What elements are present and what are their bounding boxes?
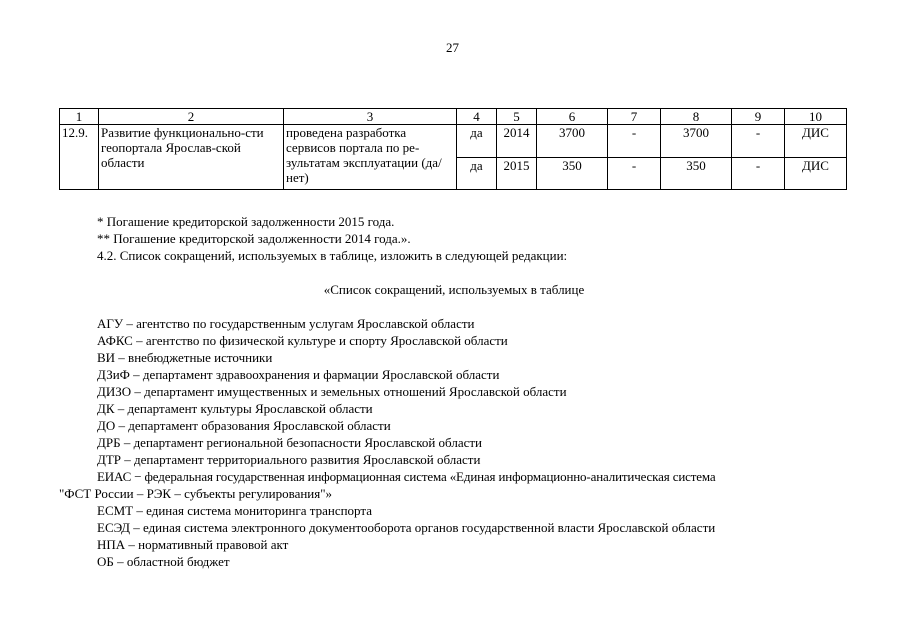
footnote: * Погашение кредиторской задолженности 2015 года. <box>97 214 395 229</box>
program-table <box>59 108 847 190</box>
header-cell: 2 <box>99 109 284 125</box>
header-cell: 10 <box>785 109 847 125</box>
table-cell: 3700 <box>537 125 608 158</box>
table-cell: - <box>732 125 785 158</box>
table-cell: - <box>608 157 661 190</box>
abbreviation-item: ЕИАС − федеральная государственная информационная система «Единая информационно-аналитическая система <box>97 469 716 484</box>
row-indicator: проведена разработка сервисов портала по ре-зультатам эксплуатации (да/нет) <box>284 125 457 190</box>
row-number: 12.9. <box>60 125 99 190</box>
abbreviation-item: ЕСМТ – единая система мониторинга транспорта <box>97 503 372 518</box>
header-cell: 5 <box>497 109 537 125</box>
table-cell: 350 <box>537 157 608 190</box>
table-cell: 2015 <box>497 157 537 190</box>
header-cell: 7 <box>608 109 661 125</box>
table-cell: 3700 <box>661 125 732 158</box>
table-cell: да <box>457 125 497 158</box>
header-cell: 3 <box>284 109 457 125</box>
abbreviation-continuation: "ФСТ России – РЭК – субъекты регулирования"» <box>59 486 333 501</box>
abbreviation-item: ОБ – областной бюджет <box>97 554 230 569</box>
document-body <box>59 213 849 570</box>
table-cell: - <box>608 125 661 158</box>
table-cell: 350 <box>661 157 732 190</box>
header-cell: 6 <box>537 109 608 125</box>
abbreviation-item: ДТР – департамент территориального развития Ярославской области <box>97 452 481 467</box>
header-cell: 9 <box>732 109 785 125</box>
table-cell: ДИС <box>785 125 847 158</box>
abbreviation-item: ДИЗО – департамент имущественных и земельных отношений Ярославской области <box>97 384 567 399</box>
abbreviation-item: НПА – нормативный правовой акт <box>97 537 289 552</box>
list-title: «Список сокращений, используемых в таблице <box>323 282 585 297</box>
amendment-paragraph: 4.2. Список сокращений, используемых в таблице, изложить в следующей редакции: <box>97 248 568 263</box>
row-name: Развитие функционально-сти геопортала Ярослав-ской области <box>99 125 284 190</box>
abbreviation-item: АФКС – агентство по физической культуре и спорту Ярославской области <box>97 333 508 348</box>
table-row <box>60 125 847 158</box>
abbreviation-item: ДК – департамент культуры Ярославской области <box>97 401 373 416</box>
footnote: ** Погашение кредиторской задолженности 2014 года.». <box>97 231 411 246</box>
abbreviation-item: ЕСЭД – единая система электронного документооборота органов государственной власти Ярославской области <box>97 520 716 535</box>
table-cell: ДИС <box>785 157 847 190</box>
header-cell: 1 <box>60 109 99 125</box>
page-number: 27 <box>446 40 459 55</box>
table-cell: - <box>732 157 785 190</box>
table-cell: 2014 <box>497 125 537 158</box>
abbreviation-item: АГУ – агентство по государственным услугам Ярославской области <box>97 316 475 331</box>
table-header-row <box>60 109 847 125</box>
abbreviation-item: ДРБ – департамент региональной безопасности Ярославской области <box>97 435 483 450</box>
abbreviation-item: ВИ – внебюджетные источники <box>97 350 273 365</box>
header-cell: 8 <box>661 109 732 125</box>
header-cell: 4 <box>457 109 497 125</box>
table-cell: да <box>457 157 497 190</box>
abbreviation-item: ДЗиФ – департамент здравоохранения и фармации Ярославской области <box>97 367 500 382</box>
abbreviation-item: ДО – департамент образования Ярославской области <box>97 418 391 433</box>
